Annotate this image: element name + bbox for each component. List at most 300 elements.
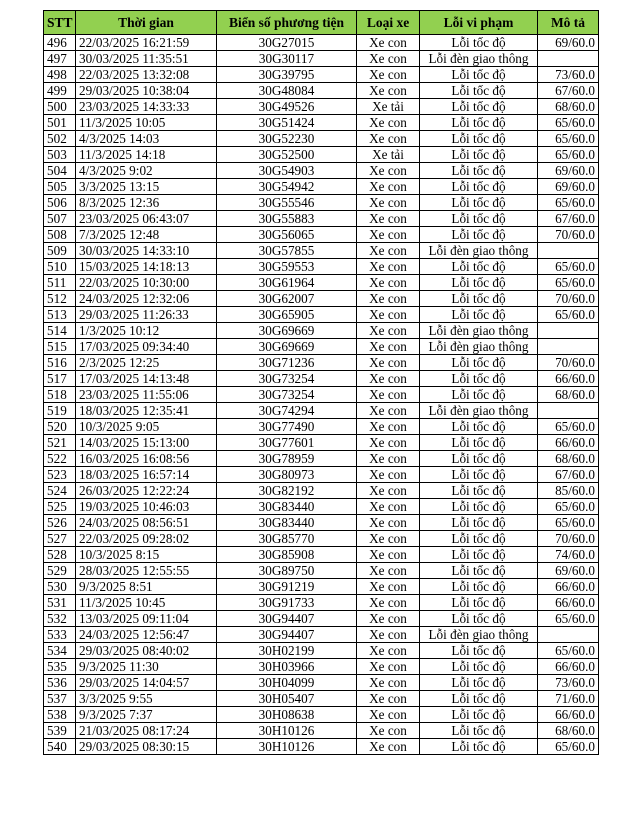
cell-violation: Lỗi tốc độ bbox=[420, 291, 538, 307]
cell-stt: 540 bbox=[44, 739, 76, 755]
cell-plate: 30H02199 bbox=[217, 643, 357, 659]
cell-vehicle-type: Xe con bbox=[357, 307, 420, 323]
table-row bbox=[44, 51, 599, 67]
cell-stt: 531 bbox=[44, 595, 76, 611]
table-row bbox=[44, 211, 599, 227]
cell-time: 18/03/2025 12:35:41 bbox=[76, 403, 217, 419]
cell-plate: 30G57855 bbox=[217, 243, 357, 259]
cell-violation: Lỗi đèn giao thông bbox=[420, 51, 538, 67]
cell-time: 23/03/2025 11:55:06 bbox=[76, 387, 217, 403]
cell-violation: Lỗi tốc độ bbox=[420, 195, 538, 211]
cell-vehicle-type: Xe con bbox=[357, 131, 420, 147]
cell-plate: 30H04099 bbox=[217, 675, 357, 691]
table-row bbox=[44, 35, 599, 51]
cell-vehicle-type: Xe con bbox=[357, 675, 420, 691]
cell-vehicle-type: Xe con bbox=[357, 659, 420, 675]
cell-plate: 30G52500 bbox=[217, 147, 357, 163]
cell-violation: Lỗi tốc độ bbox=[420, 467, 538, 483]
cell-plate: 30G27015 bbox=[217, 35, 357, 51]
cell-violation: Lỗi tốc độ bbox=[420, 483, 538, 499]
cell-violation: Lỗi tốc độ bbox=[420, 643, 538, 659]
cell-vehicle-type: Xe con bbox=[357, 355, 420, 371]
table-row bbox=[44, 483, 599, 499]
cell-violation: Lỗi tốc độ bbox=[420, 451, 538, 467]
cell-vehicle-type: Xe con bbox=[357, 723, 420, 739]
cell-violation: Lỗi tốc độ bbox=[420, 531, 538, 547]
cell-plate: 30G83440 bbox=[217, 499, 357, 515]
cell-plate: 30G85770 bbox=[217, 531, 357, 547]
cell-time: 4/3/2025 9:02 bbox=[76, 163, 217, 179]
cell-description bbox=[538, 339, 599, 355]
table-row bbox=[44, 499, 599, 515]
cell-vehicle-type: Xe con bbox=[357, 227, 420, 243]
cell-description: 65/60.0 bbox=[538, 307, 599, 323]
cell-stt: 503 bbox=[44, 147, 76, 163]
cell-time: 7/3/2025 12:48 bbox=[76, 227, 217, 243]
table-row bbox=[44, 195, 599, 211]
cell-stt: 512 bbox=[44, 291, 76, 307]
cell-stt: 501 bbox=[44, 115, 76, 131]
table-row bbox=[44, 707, 599, 723]
cell-plate: 30G80973 bbox=[217, 467, 357, 483]
cell-time: 1/3/2025 10:12 bbox=[76, 323, 217, 339]
cell-violation: Lỗi đèn giao thông bbox=[420, 243, 538, 259]
cell-time: 26/03/2025 12:22:24 bbox=[76, 483, 217, 499]
cell-violation: Lỗi đèn giao thông bbox=[420, 323, 538, 339]
cell-time: 11/3/2025 14:18 bbox=[76, 147, 217, 163]
cell-stt: 533 bbox=[44, 627, 76, 643]
cell-stt: 504 bbox=[44, 163, 76, 179]
cell-vehicle-type: Xe con bbox=[357, 611, 420, 627]
cell-description: 68/60.0 bbox=[538, 99, 599, 115]
cell-description: 66/60.0 bbox=[538, 579, 599, 595]
table-row bbox=[44, 611, 599, 627]
cell-time: 18/03/2025 16:57:14 bbox=[76, 467, 217, 483]
table-row bbox=[44, 179, 599, 195]
cell-plate: 30G82192 bbox=[217, 483, 357, 499]
cell-vehicle-type: Xe con bbox=[357, 483, 420, 499]
cell-stt: 497 bbox=[44, 51, 76, 67]
cell-description: 65/60.0 bbox=[538, 739, 599, 755]
cell-violation: Lỗi tốc độ bbox=[420, 419, 538, 435]
table-row bbox=[44, 227, 599, 243]
cell-vehicle-type: Xe con bbox=[357, 371, 420, 387]
table-row bbox=[44, 675, 599, 691]
cell-description: 68/60.0 bbox=[538, 387, 599, 403]
cell-time: 29/03/2025 11:26:33 bbox=[76, 307, 217, 323]
cell-stt: 511 bbox=[44, 275, 76, 291]
cell-plate: 30G59553 bbox=[217, 259, 357, 275]
cell-description: 66/60.0 bbox=[538, 707, 599, 723]
cell-plate: 30G49526 bbox=[217, 99, 357, 115]
cell-time: 3/3/2025 9:55 bbox=[76, 691, 217, 707]
cell-plate: 30G48084 bbox=[217, 83, 357, 99]
cell-time: 29/03/2025 10:38:04 bbox=[76, 83, 217, 99]
cell-vehicle-type: Xe con bbox=[357, 259, 420, 275]
cell-vehicle-type: Xe con bbox=[357, 387, 420, 403]
cell-plate: 30G94407 bbox=[217, 627, 357, 643]
table-row bbox=[44, 243, 599, 259]
cell-plate: 30G78959 bbox=[217, 451, 357, 467]
cell-description: 65/60.0 bbox=[538, 131, 599, 147]
table-row bbox=[44, 691, 599, 707]
table-row bbox=[44, 83, 599, 99]
cell-stt: 525 bbox=[44, 499, 76, 515]
cell-time: 9/3/2025 7:37 bbox=[76, 707, 217, 723]
cell-plate: 30H05407 bbox=[217, 691, 357, 707]
cell-plate: 30G73254 bbox=[217, 371, 357, 387]
cell-time: 29/03/2025 14:04:57 bbox=[76, 675, 217, 691]
cell-plate: 30G77490 bbox=[217, 419, 357, 435]
cell-time: 30/03/2025 11:35:51 bbox=[76, 51, 217, 67]
cell-time: 10/3/2025 9:05 bbox=[76, 419, 217, 435]
table-row bbox=[44, 355, 599, 371]
cell-vehicle-type: Xe con bbox=[357, 51, 420, 67]
cell-plate: 30H03966 bbox=[217, 659, 357, 675]
cell-stt: 527 bbox=[44, 531, 76, 547]
cell-vehicle-type: Xe con bbox=[357, 275, 420, 291]
cell-plate: 30G83440 bbox=[217, 515, 357, 531]
cell-violation: Lỗi tốc độ bbox=[420, 659, 538, 675]
cell-violation: Lỗi tốc độ bbox=[420, 691, 538, 707]
table-row bbox=[44, 723, 599, 739]
table-row bbox=[44, 435, 599, 451]
cell-violation: Lỗi tốc độ bbox=[420, 147, 538, 163]
cell-vehicle-type: Xe con bbox=[357, 515, 420, 531]
cell-vehicle-type: Xe con bbox=[357, 323, 420, 339]
cell-description: 67/60.0 bbox=[538, 467, 599, 483]
cell-description bbox=[538, 323, 599, 339]
cell-time: 30/03/2025 14:33:10 bbox=[76, 243, 217, 259]
cell-violation: Lỗi tốc độ bbox=[420, 499, 538, 515]
cell-stt: 520 bbox=[44, 419, 76, 435]
cell-stt: 507 bbox=[44, 211, 76, 227]
cell-stt: 524 bbox=[44, 483, 76, 499]
header-time: Thời gian bbox=[76, 11, 217, 35]
cell-plate: 30G69669 bbox=[217, 339, 357, 355]
cell-stt: 532 bbox=[44, 611, 76, 627]
cell-stt: 537 bbox=[44, 691, 76, 707]
cell-description bbox=[538, 243, 599, 259]
cell-time: 15/03/2025 14:18:13 bbox=[76, 259, 217, 275]
cell-violation: Lỗi tốc độ bbox=[420, 115, 538, 131]
cell-description: 65/60.0 bbox=[538, 147, 599, 163]
cell-violation: Lỗi tốc độ bbox=[420, 211, 538, 227]
cell-stt: 517 bbox=[44, 371, 76, 387]
table-row bbox=[44, 659, 599, 675]
cell-violation: Lỗi tốc độ bbox=[420, 275, 538, 291]
cell-violation: Lỗi tốc độ bbox=[420, 435, 538, 451]
table-row bbox=[44, 291, 599, 307]
cell-stt: 505 bbox=[44, 179, 76, 195]
cell-plate: 30G74294 bbox=[217, 403, 357, 419]
cell-vehicle-type: Xe con bbox=[357, 467, 420, 483]
table-row bbox=[44, 163, 599, 179]
table-row bbox=[44, 323, 599, 339]
cell-time: 19/03/2025 10:46:03 bbox=[76, 499, 217, 515]
cell-description bbox=[538, 627, 599, 643]
cell-time: 22/03/2025 09:28:02 bbox=[76, 531, 217, 547]
cell-plate: 30G55883 bbox=[217, 211, 357, 227]
cell-stt: 516 bbox=[44, 355, 76, 371]
cell-vehicle-type: Xe con bbox=[357, 499, 420, 515]
cell-violation: Lỗi đèn giao thông bbox=[420, 339, 538, 355]
cell-stt: 528 bbox=[44, 547, 76, 563]
table-row bbox=[44, 371, 599, 387]
cell-violation: Lỗi tốc độ bbox=[420, 707, 538, 723]
cell-violation: Lỗi tốc độ bbox=[420, 307, 538, 323]
cell-vehicle-type: Xe con bbox=[357, 643, 420, 659]
cell-plate: 30G91733 bbox=[217, 595, 357, 611]
cell-description: 69/60.0 bbox=[538, 179, 599, 195]
cell-vehicle-type: Xe con bbox=[357, 179, 420, 195]
cell-violation: Lỗi tốc độ bbox=[420, 547, 538, 563]
cell-stt: 500 bbox=[44, 99, 76, 115]
cell-time: 17/03/2025 14:13:48 bbox=[76, 371, 217, 387]
cell-vehicle-type: Xe con bbox=[357, 627, 420, 643]
cell-vehicle-type: Xe con bbox=[357, 531, 420, 547]
cell-plate: 30G30117 bbox=[217, 51, 357, 67]
cell-time: 10/3/2025 8:15 bbox=[76, 547, 217, 563]
cell-description: 65/60.0 bbox=[538, 515, 599, 531]
table-row bbox=[44, 467, 599, 483]
cell-time: 14/03/2025 15:13:00 bbox=[76, 435, 217, 451]
table-row bbox=[44, 531, 599, 547]
cell-description: 68/60.0 bbox=[538, 451, 599, 467]
cell-violation: Lỗi tốc độ bbox=[420, 35, 538, 51]
cell-plate: 30G69669 bbox=[217, 323, 357, 339]
table-row bbox=[44, 451, 599, 467]
table-row bbox=[44, 547, 599, 563]
cell-vehicle-type: Xe con bbox=[357, 435, 420, 451]
header-description: Mô tả bbox=[538, 11, 599, 35]
cell-description: 69/60.0 bbox=[538, 163, 599, 179]
cell-description: 65/60.0 bbox=[538, 611, 599, 627]
cell-description: 66/60.0 bbox=[538, 435, 599, 451]
cell-stt: 529 bbox=[44, 563, 76, 579]
table-row bbox=[44, 739, 599, 755]
cell-violation: Lỗi tốc độ bbox=[420, 739, 538, 755]
cell-time: 29/03/2025 08:30:15 bbox=[76, 739, 217, 755]
cell-vehicle-type: Xe con bbox=[357, 291, 420, 307]
cell-stt: 536 bbox=[44, 675, 76, 691]
cell-time: 16/03/2025 16:08:56 bbox=[76, 451, 217, 467]
cell-violation: Lỗi tốc độ bbox=[420, 227, 538, 243]
cell-description: 85/60.0 bbox=[538, 483, 599, 499]
cell-vehicle-type: Xe con bbox=[357, 595, 420, 611]
cell-description: 66/60.0 bbox=[538, 371, 599, 387]
cell-vehicle-type: Xe con bbox=[357, 211, 420, 227]
cell-plate: 30G89750 bbox=[217, 563, 357, 579]
cell-plate: 30G52230 bbox=[217, 131, 357, 147]
cell-plate: 30G51424 bbox=[217, 115, 357, 131]
cell-plate: 30H08638 bbox=[217, 707, 357, 723]
table-row bbox=[44, 643, 599, 659]
cell-vehicle-type: Xe con bbox=[357, 579, 420, 595]
table-header bbox=[44, 11, 599, 35]
cell-time: 4/3/2025 14:03 bbox=[76, 131, 217, 147]
cell-stt: 515 bbox=[44, 339, 76, 355]
cell-time: 23/03/2025 06:43:07 bbox=[76, 211, 217, 227]
cell-plate: 30H10126 bbox=[217, 739, 357, 755]
cell-vehicle-type: Xe con bbox=[357, 83, 420, 99]
cell-violation: Lỗi tốc độ bbox=[420, 579, 538, 595]
cell-vehicle-type: Xe con bbox=[357, 403, 420, 419]
table-body bbox=[44, 35, 599, 755]
cell-time: 24/03/2025 12:32:06 bbox=[76, 291, 217, 307]
cell-vehicle-type: Xe con bbox=[357, 35, 420, 51]
cell-violation: Lỗi đèn giao thông bbox=[420, 627, 538, 643]
cell-stt: 538 bbox=[44, 707, 76, 723]
cell-time: 11/3/2025 10:45 bbox=[76, 595, 217, 611]
cell-vehicle-type: Xe con bbox=[357, 419, 420, 435]
header-violation: Lỗi vi phạm bbox=[420, 11, 538, 35]
cell-plate: 30G61964 bbox=[217, 275, 357, 291]
cell-time: 22/03/2025 16:21:59 bbox=[76, 35, 217, 51]
cell-vehicle-type: Xe con bbox=[357, 195, 420, 211]
cell-description bbox=[538, 51, 599, 67]
table-row bbox=[44, 563, 599, 579]
cell-violation: Lỗi tốc độ bbox=[420, 611, 538, 627]
cell-vehicle-type: Xe con bbox=[357, 691, 420, 707]
table-row bbox=[44, 131, 599, 147]
cell-description: 65/60.0 bbox=[538, 115, 599, 131]
cell-plate: 30G65905 bbox=[217, 307, 357, 323]
cell-description: 65/60.0 bbox=[538, 259, 599, 275]
cell-stt: 499 bbox=[44, 83, 76, 99]
cell-time: 22/03/2025 10:30:00 bbox=[76, 275, 217, 291]
cell-description bbox=[538, 403, 599, 419]
table-row bbox=[44, 387, 599, 403]
cell-violation: Lỗi tốc độ bbox=[420, 355, 538, 371]
header-plate: Biển số phương tiện bbox=[217, 11, 357, 35]
cell-vehicle-type: Xe con bbox=[357, 547, 420, 563]
cell-plate: 30G56065 bbox=[217, 227, 357, 243]
cell-plate: 30G62007 bbox=[217, 291, 357, 307]
cell-time: 21/03/2025 08:17:24 bbox=[76, 723, 217, 739]
cell-stt: 496 bbox=[44, 35, 76, 51]
table-row bbox=[44, 419, 599, 435]
cell-vehicle-type: Xe tải bbox=[357, 147, 420, 163]
cell-stt: 539 bbox=[44, 723, 76, 739]
cell-description: 68/60.0 bbox=[538, 723, 599, 739]
cell-stt: 510 bbox=[44, 259, 76, 275]
cell-plate: 30G94407 bbox=[217, 611, 357, 627]
cell-plate: 30G55546 bbox=[217, 195, 357, 211]
cell-stt: 513 bbox=[44, 307, 76, 323]
cell-violation: Lỗi tốc độ bbox=[420, 595, 538, 611]
cell-time: 23/03/2025 14:33:33 bbox=[76, 99, 217, 115]
cell-violation: Lỗi tốc độ bbox=[420, 723, 538, 739]
cell-plate: 30G77601 bbox=[217, 435, 357, 451]
cell-violation: Lỗi đèn giao thông bbox=[420, 403, 538, 419]
cell-description: 69/60.0 bbox=[538, 35, 599, 51]
cell-vehicle-type: Xe con bbox=[357, 163, 420, 179]
cell-time: 9/3/2025 11:30 bbox=[76, 659, 217, 675]
table-row bbox=[44, 115, 599, 131]
cell-stt: 514 bbox=[44, 323, 76, 339]
cell-description: 66/60.0 bbox=[538, 659, 599, 675]
cell-description: 74/60.0 bbox=[538, 547, 599, 563]
cell-time: 24/03/2025 08:56:51 bbox=[76, 515, 217, 531]
cell-stt: 506 bbox=[44, 195, 76, 211]
table-row bbox=[44, 339, 599, 355]
cell-stt: 526 bbox=[44, 515, 76, 531]
cell-vehicle-type: Xe con bbox=[357, 67, 420, 83]
cell-time: 11/3/2025 10:05 bbox=[76, 115, 217, 131]
cell-stt: 530 bbox=[44, 579, 76, 595]
cell-time: 28/03/2025 12:55:55 bbox=[76, 563, 217, 579]
cell-stt: 508 bbox=[44, 227, 76, 243]
cell-violation: Lỗi tốc độ bbox=[420, 675, 538, 691]
table-row bbox=[44, 307, 599, 323]
cell-plate: 30G91219 bbox=[217, 579, 357, 595]
cell-vehicle-type: Xe con bbox=[357, 115, 420, 131]
table-row bbox=[44, 67, 599, 83]
cell-time: 2/3/2025 12:25 bbox=[76, 355, 217, 371]
header-stt: STT bbox=[44, 11, 76, 35]
cell-plate: 30G54942 bbox=[217, 179, 357, 195]
cell-description: 66/60.0 bbox=[538, 595, 599, 611]
cell-plate: 30G85908 bbox=[217, 547, 357, 563]
cell-stt: 534 bbox=[44, 643, 76, 659]
cell-description: 70/60.0 bbox=[538, 355, 599, 371]
table-row bbox=[44, 99, 599, 115]
cell-time: 24/03/2025 12:56:47 bbox=[76, 627, 217, 643]
table-row bbox=[44, 627, 599, 643]
cell-description: 67/60.0 bbox=[538, 211, 599, 227]
cell-violation: Lỗi tốc độ bbox=[420, 67, 538, 83]
cell-vehicle-type: Xe con bbox=[357, 563, 420, 579]
cell-description: 65/60.0 bbox=[538, 499, 599, 515]
table-row bbox=[44, 515, 599, 531]
cell-stt: 518 bbox=[44, 387, 76, 403]
cell-description: 65/60.0 bbox=[538, 643, 599, 659]
cell-time: 8/3/2025 12:36 bbox=[76, 195, 217, 211]
cell-stt: 519 bbox=[44, 403, 76, 419]
cell-description: 73/60.0 bbox=[538, 67, 599, 83]
cell-stt: 509 bbox=[44, 243, 76, 259]
cell-description: 65/60.0 bbox=[538, 195, 599, 211]
header-vehicle-type: Loại xe bbox=[357, 11, 420, 35]
cell-violation: Lỗi tốc độ bbox=[420, 371, 538, 387]
cell-stt: 498 bbox=[44, 67, 76, 83]
violations-table bbox=[43, 10, 599, 755]
header-row bbox=[44, 11, 599, 35]
table-row bbox=[44, 579, 599, 595]
cell-time: 29/03/2025 08:40:02 bbox=[76, 643, 217, 659]
cell-violation: Lỗi tốc độ bbox=[420, 99, 538, 115]
cell-violation: Lỗi tốc độ bbox=[420, 387, 538, 403]
cell-description: 65/60.0 bbox=[538, 275, 599, 291]
cell-time: 22/03/2025 13:32:08 bbox=[76, 67, 217, 83]
cell-time: 3/3/2025 13:15 bbox=[76, 179, 217, 195]
cell-violation: Lỗi tốc độ bbox=[420, 179, 538, 195]
cell-plate: 30G39795 bbox=[217, 67, 357, 83]
cell-plate: 30G73254 bbox=[217, 387, 357, 403]
cell-stt: 521 bbox=[44, 435, 76, 451]
cell-vehicle-type: Xe con bbox=[357, 707, 420, 723]
cell-description: 70/60.0 bbox=[538, 531, 599, 547]
table-row bbox=[44, 595, 599, 611]
cell-plate: 30G71236 bbox=[217, 355, 357, 371]
table-row bbox=[44, 259, 599, 275]
cell-violation: Lỗi tốc độ bbox=[420, 515, 538, 531]
table-row bbox=[44, 403, 599, 419]
cell-vehicle-type: Xe con bbox=[357, 243, 420, 259]
cell-time: 9/3/2025 8:51 bbox=[76, 579, 217, 595]
cell-time: 13/03/2025 09:11:04 bbox=[76, 611, 217, 627]
